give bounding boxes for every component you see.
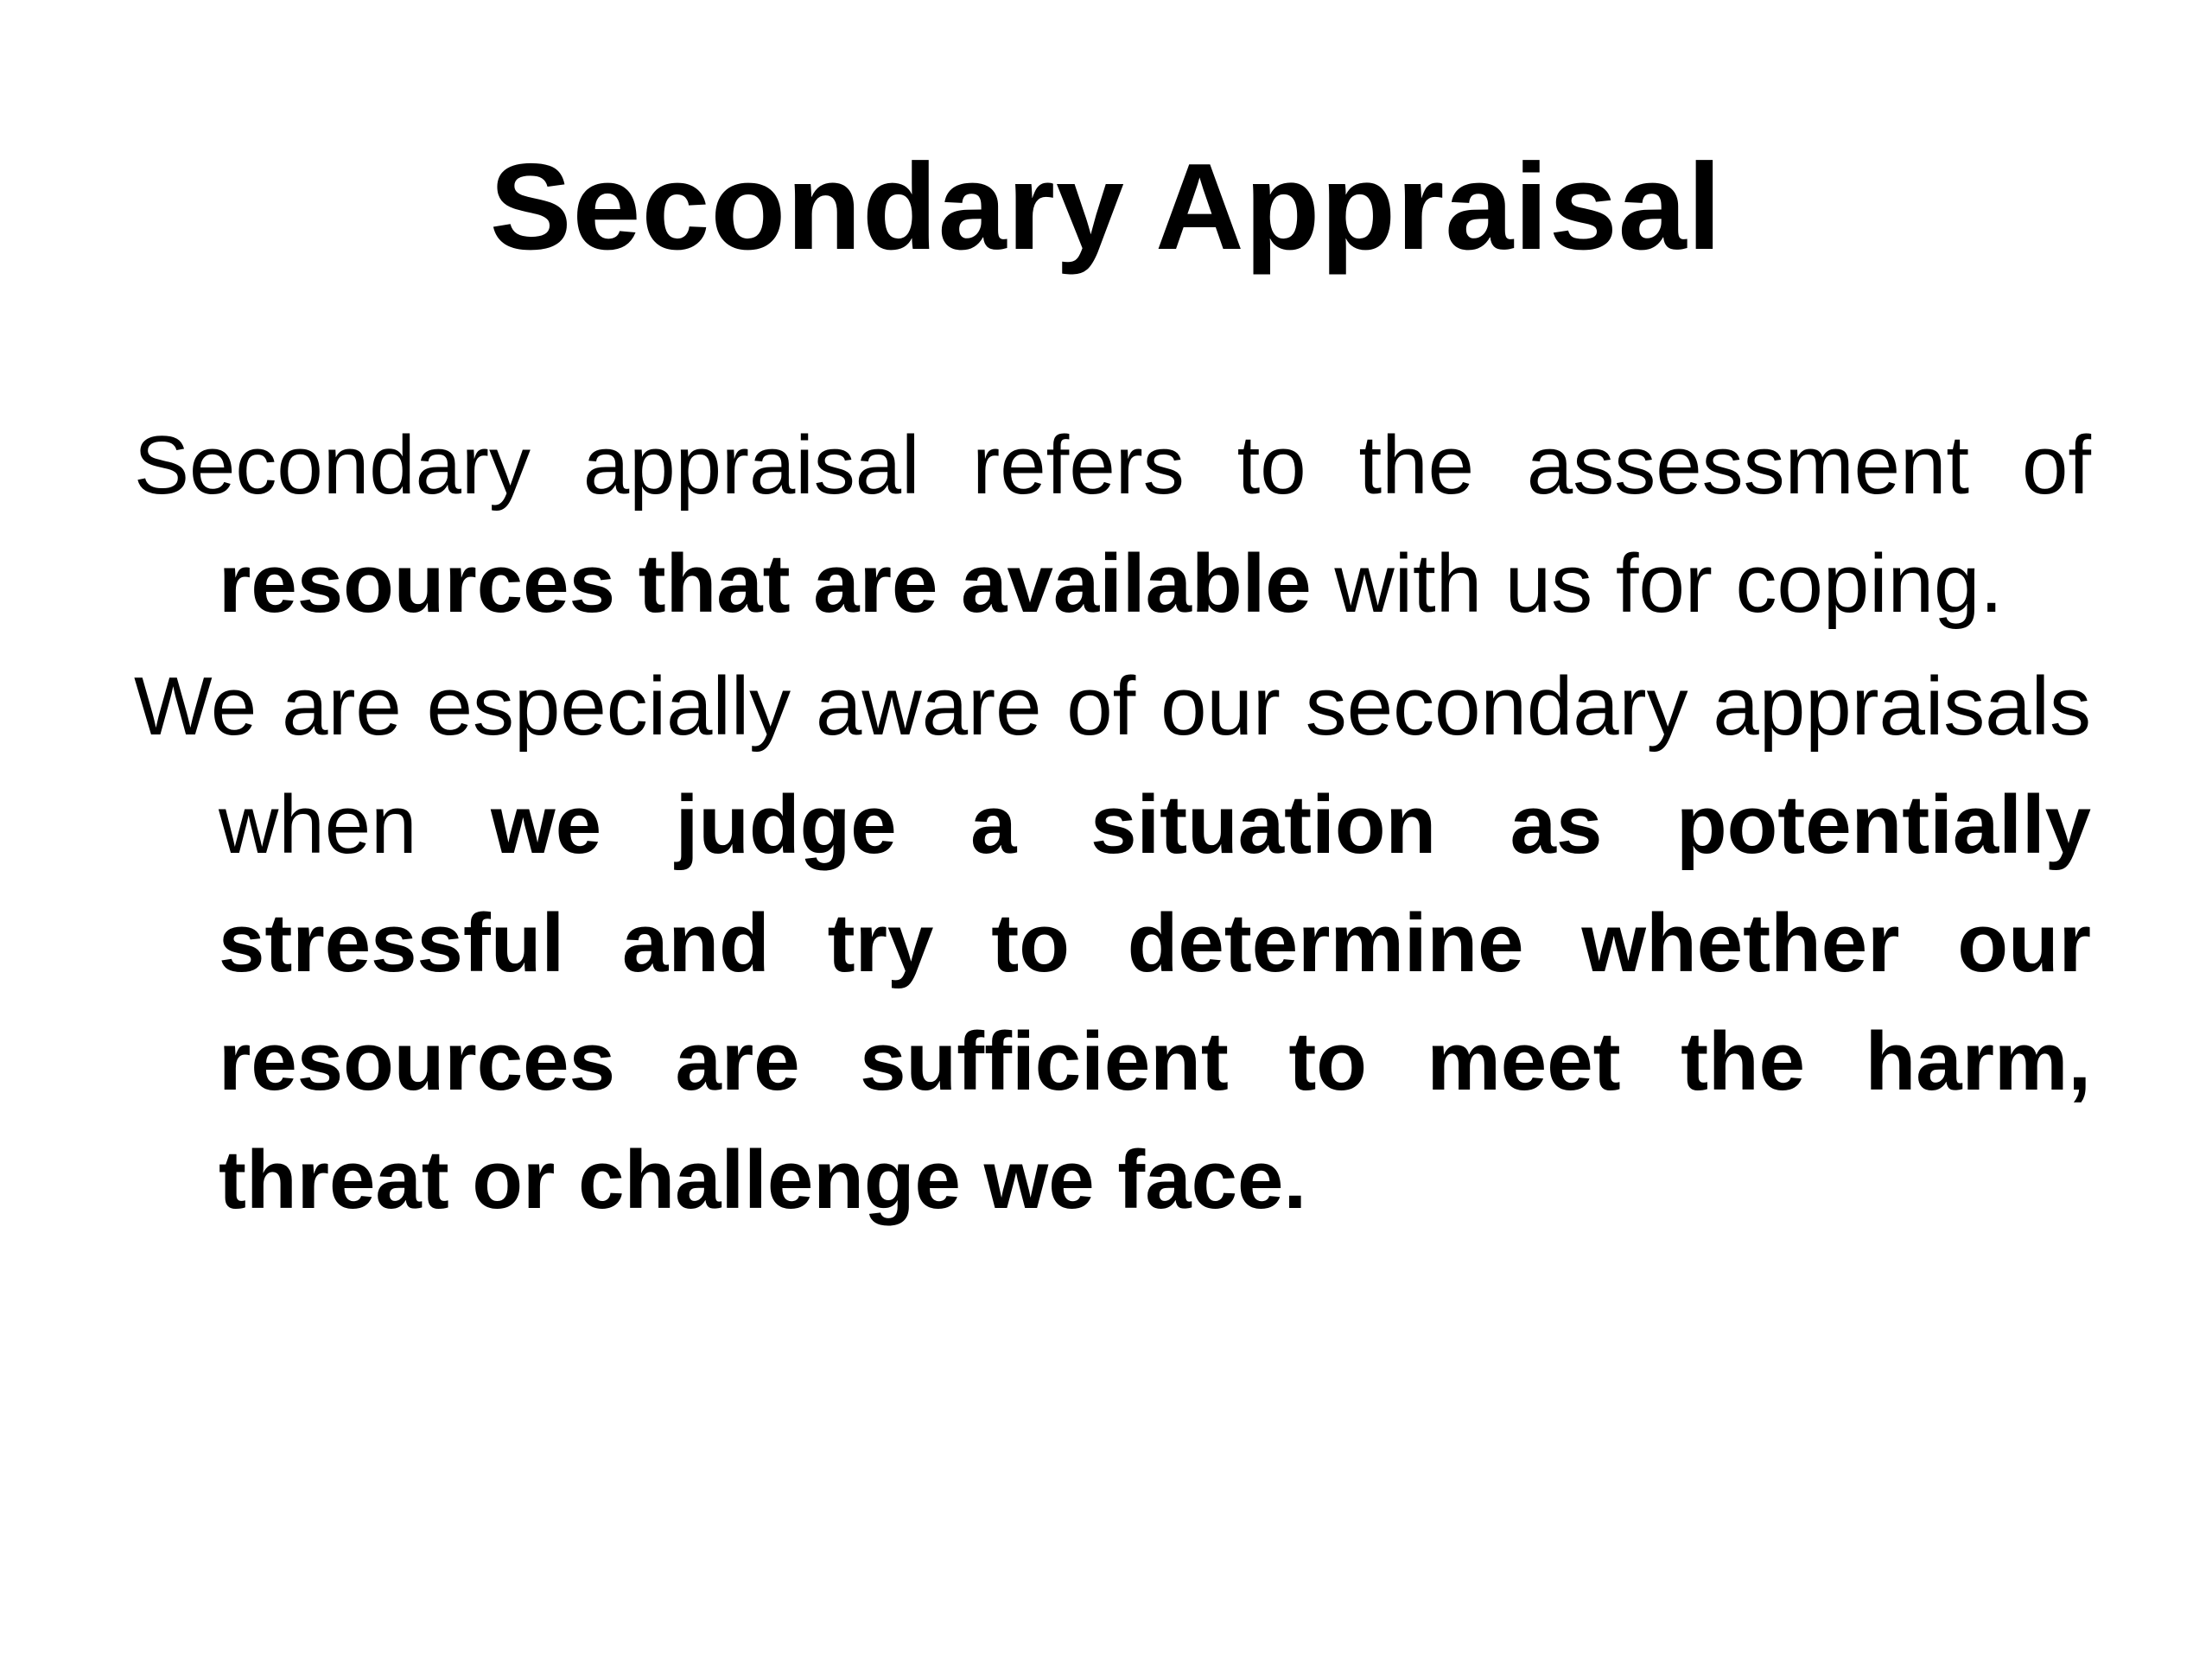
paragraph1-tail-text: with us for coping. — [1311, 537, 2004, 630]
paragraph1-text: Secondary appraisal refers to the assessment of — [134, 419, 2091, 512]
paragraph-secondary-appraisal-awareness — [134, 647, 2091, 1239]
paragraph1-bold-text: resources that are available — [219, 537, 1312, 630]
paragraph2-bold-text: we judge a situation as potentially stressful and try to determine whether our resources are sufficient to meet the harm, threat or challenge we face. — [219, 779, 2092, 1226]
paragraph2-text: We are especially aware of our secondary appraisals when — [134, 660, 2091, 871]
paragraph-secondary-appraisal-definition — [134, 406, 2091, 643]
slide-body — [134, 406, 2091, 1239]
slide-title: Secondary Appraisal — [489, 138, 1723, 276]
